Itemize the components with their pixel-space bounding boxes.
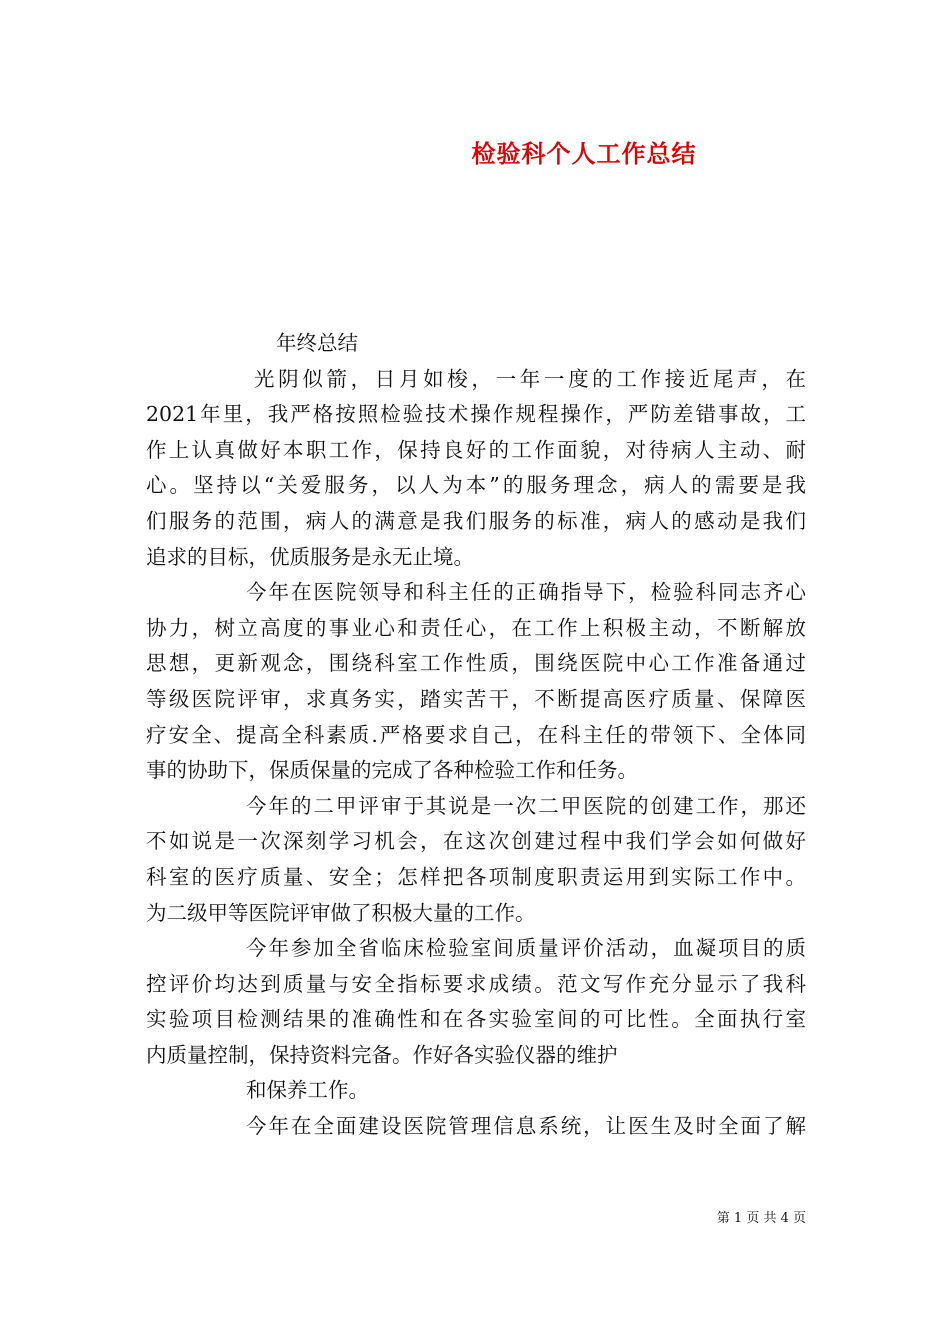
- body-line: 实验项目检测结果的准确性和在各实验室间的可比性。全面执行室: [146, 1007, 806, 1032]
- body-line: 作上认真做好本职工作，保持良好的工作面貌，对待病人主动、耐: [146, 437, 806, 462]
- body-line: 追求的目标，优质服务是永无止境。: [146, 544, 474, 569]
- body-line: 今年在医院领导和科主任的正确指导下，检验科同志齐心: [246, 580, 806, 605]
- body-line: 年终总结: [276, 331, 358, 355]
- body-line: 事的协助下，保质保量的完成了各种检验工作和任务。: [146, 758, 638, 783]
- body-line: 和保养工作。: [246, 1078, 369, 1103]
- page-footer: 第 1 页 共 4 页: [716, 1211, 806, 1226]
- body-line: 不如说是一次深刻学习机会，在这次创建过程中我们学会如何做好: [146, 829, 806, 854]
- body-line: 协力，树立高度的事业心和责任心，在工作上积极主动，不断解放: [146, 615, 806, 640]
- body-line: 科室的医疗质量、安全；怎样把各项制度职责运用到实际工作中。: [146, 864, 806, 889]
- body-line: 思想，更新观念，围绕科室工作性质，围绕医院中心工作准备通过: [146, 651, 806, 676]
- body-line: 心。坚持以“关爱服务，以人为本”的服务理念，病人的需要是我: [146, 473, 806, 498]
- body-line: 今年的二甲评审于其说是一次二甲医院的创建工作，那还: [246, 793, 806, 818]
- body-line: 光阴似箭，日月如梭，一年一度的工作接近尾声，在: [254, 366, 806, 391]
- body-line: 今年参加全省临床检验室间质量评价活动，血凝项目的质: [246, 936, 806, 961]
- document-body: [146, 326, 806, 1145]
- body-line: 疗安全、提高全科素质.严格要求自己，在科主任的带领下、全体同: [146, 722, 806, 747]
- body-line: 们服务的范围，病人的满意是我们服务的标准，病人的感动是我们: [146, 508, 806, 533]
- body-line: 2021年里，我严格按照检验技术操作规程操作，严防差错事故，工: [146, 402, 806, 427]
- body-line: 内质量控制，保持资料完备。作好各实验仪器的维护: [146, 1042, 618, 1067]
- document-title: 检验科个人工作总结: [471, 139, 697, 168]
- body-line: 等级医院评审，求真务实，踏实苦干，不断提高医疗质量、保障医: [146, 686, 806, 711]
- body-line: 为二级甲等医院评审做了积极大量的工作。: [146, 900, 536, 925]
- body-line: 控评价均达到质量与安全指标要求成绩。范文写作充分显示了我科: [146, 971, 806, 996]
- body-line: 今年在全面建设医院管理信息系统，让医生及时全面了解: [246, 1114, 806, 1139]
